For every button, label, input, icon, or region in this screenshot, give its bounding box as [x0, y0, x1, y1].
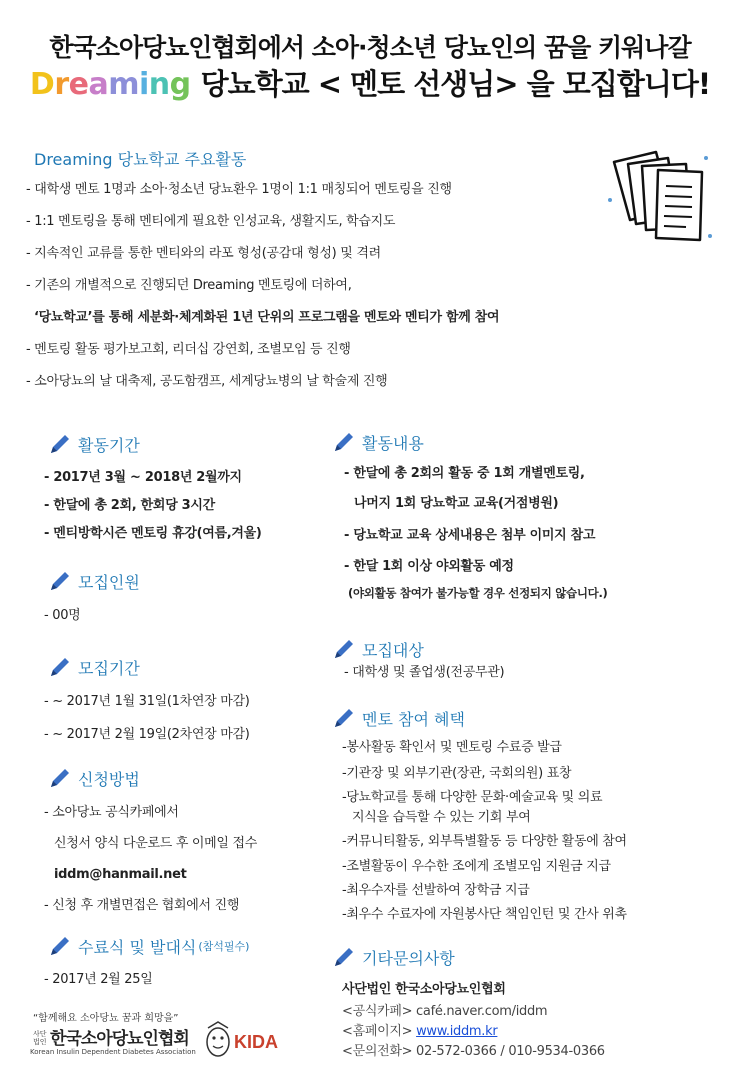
list-item: - ~ 2017년 1월 31일(1차연장 마감): [44, 694, 250, 709]
list-item: - 대학생 및 졸업생(전공무관): [344, 665, 505, 680]
list-item: - 한달 1회 이상 야외활동 예정: [344, 559, 514, 574]
section-title: 활동기간: [78, 435, 140, 455]
section-inquiry-header: [332, 945, 455, 969]
section-title: 기타문의사항: [362, 948, 455, 968]
list-item: - 한달에 총 2회, 한회당 3시간: [44, 498, 215, 513]
section-recruit-period-body: [44, 692, 250, 753]
header-title-rest: 당뇨학교 < 멘토 선생님> 을 모집합니다!: [200, 67, 711, 101]
section-title: 모집인원: [78, 572, 140, 592]
footer-org-english: Korean Insulin Dependent Diabetes Association: [30, 1048, 196, 1056]
section-benefits-header: [332, 706, 465, 730]
pencil-icon: [48, 934, 72, 958]
list-item: -최우수 수료자에 자원봉사단 책임인턴 및 간사 위촉: [342, 907, 627, 922]
list-item: 지식을 습득할 수 있는 기회 부여: [352, 810, 531, 825]
note-text: (야외활동 참여가 불가능할 경우 선정되지 않습니다.): [348, 586, 608, 600]
section-title: 수료식 및 발대식: [78, 937, 197, 957]
header-title-line2: [0, 62, 740, 103]
list-item: - 신청 후 개별면접은 협회에서 진행: [44, 898, 240, 913]
section-benefits-body: [342, 738, 627, 929]
pencil-icon: [332, 637, 356, 661]
list-item: - 한달에 총 2회의 활동 중 1회 개별멘토링,: [344, 466, 585, 481]
pencil-icon: [332, 430, 356, 454]
dreaming-logo: Dreaming: [29, 67, 191, 102]
list-item: -봉사활동 확인서 및 멘토링 수료증 발급: [342, 740, 562, 755]
list-item: - 소아당뇨 공식카페에서: [44, 805, 179, 820]
list-item: 신청서 양식 다운로드 후 이메일 접수: [54, 836, 258, 851]
section-apply-body: [44, 803, 257, 924]
list-item: ‘당뇨학교’를 통해 세분화·체계화된 1년 단위의 프로그램을 멘토와 멘티가 함께 참여: [34, 310, 500, 325]
section-inquiry-body: [342, 980, 605, 1070]
phone-text: <문의전화> 02-572-0366 / 010-9534-0366: [342, 1044, 605, 1059]
list-item: - 당뇨학교 교육 상세내용은 첨부 이미지 참고: [344, 528, 596, 543]
footer-org-name: 한국소아당뇨인협회: [50, 1029, 189, 1049]
list-item: -조별활동이 우수한 조에게 조별모임 지원금 지급: [342, 859, 611, 874]
activities-title: Dreaming 당뇨학교 주요활동: [34, 150, 247, 169]
header-title-line1: 한국소아당뇨인협회에서 소아·청소년 당뇨인의 꿈을 키워나갈: [49, 33, 691, 62]
section-title: 모집대상: [362, 640, 424, 660]
homepage-row: <홈페이지> www.iddm.kr: [342, 1024, 498, 1039]
pencil-icon: [48, 766, 72, 790]
cafe-text: <공식카페> café.naver.com/iddm: [342, 1004, 548, 1019]
section-content-header: [332, 430, 424, 454]
section-title: 신청방법: [78, 769, 140, 789]
section-count-header: [48, 569, 140, 593]
pencil-icon: [332, 706, 356, 730]
list-item: -최우수자를 선발하여 장학금 지급: [342, 883, 530, 898]
list-item: - 소아당뇨의 날 대축제, 공도함캠프, 세계당뇨병의 날 학술제 진행: [26, 374, 388, 389]
list-item: - 기존의 개별적으로 진행되던 Dreaming 멘토링에 더하여,: [26, 278, 352, 293]
list-item: - 지속적인 교류를 통한 멘티와의 라포 형성(공감대 형성) 및 격려: [26, 246, 381, 261]
documents-icon: [606, 150, 716, 260]
org-name: 사단법인 한국소아당뇨인협회: [342, 982, 506, 997]
footer-org-prefix: 사단 법인: [33, 1030, 47, 1046]
kida-text: KIDA: [234, 1032, 278, 1052]
section-count-body: [44, 606, 80, 634]
list-item: -커뮤니티활동, 외부특별활동 등 다양한 활동에 참여: [342, 834, 627, 849]
kida-logo: [200, 1018, 280, 1060]
list-item: - ~ 2017년 2월 19일(2차연장 마감): [44, 727, 250, 742]
list-item: - 00명: [44, 608, 81, 623]
pencil-icon: [48, 569, 72, 593]
section-ceremony-body: [44, 970, 152, 998]
section-content-body: [344, 464, 608, 611]
list-item: 나머지 1회 당뇨학교 교육(거점병원): [354, 496, 559, 511]
list-item: - 2017년 3월 ~ 2018년 2월까지: [44, 470, 242, 485]
section-apply-header: [48, 766, 140, 790]
list-item: - 대학생 멘토 1명과 소아·청소년 당뇨환우 1명이 1:1 매칭되어 멘토링을 진행: [26, 182, 452, 197]
section-recruit-period-header: [48, 655, 140, 679]
footer-slogan: “함께해요 소아당뇨 꿈과 희망을”: [33, 1013, 179, 1024]
list-item: - 멘토링 활동 평가보고회, 리더십 강연회, 조별모임 등 진행: [26, 342, 351, 357]
list-item: - 멘티방학시즌 멘토링 휴강(여름,겨울): [44, 526, 262, 541]
email-text: iddm@hanmail.net: [54, 867, 187, 882]
section-title-note: (참석필수): [198, 940, 250, 953]
section-ceremony-header: [48, 934, 249, 958]
section-title: 모집기간: [78, 658, 140, 678]
section-target-body: [344, 663, 504, 691]
section-period-body: [44, 468, 262, 552]
section-title: 멘토 참여 혜택: [362, 709, 465, 729]
list-item: -기관장 및 외부기관(장관, 국회의원) 표창: [342, 766, 572, 781]
pencil-icon: [332, 945, 356, 969]
list-item: -당뇨학교를 통해 다양한 문화·예술교육 및 의료: [342, 790, 603, 805]
homepage-link[interactable]: www.iddm.kr: [416, 1024, 498, 1039]
section-title: 활동내용: [362, 433, 424, 453]
list-item: - 2017년 2월 25일: [44, 972, 153, 987]
pencil-icon: [48, 655, 72, 679]
section-target-header: [332, 637, 424, 661]
pencil-icon: [48, 432, 72, 456]
list-item: - 1:1 멘토링을 통해 멘티에게 필요한 인성교육, 생활지도, 학습지도: [26, 214, 396, 229]
section-period-header: [48, 432, 140, 456]
activities-list: [26, 180, 626, 404]
